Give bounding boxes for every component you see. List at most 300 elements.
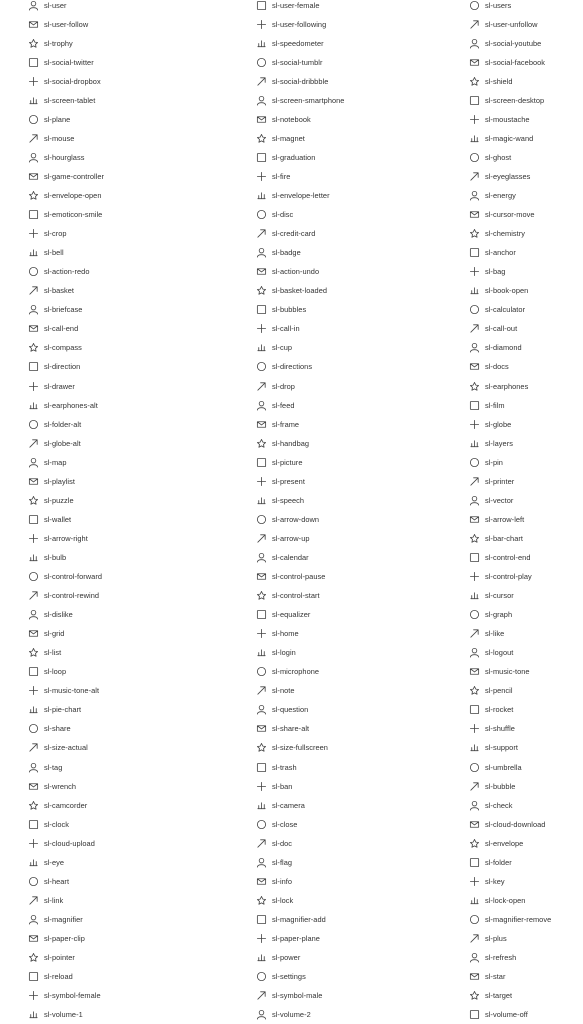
drop-icon: [255, 380, 267, 392]
icon-entry[interactable]: [468, 986, 512, 1005]
icon-entry[interactable]: [255, 205, 293, 224]
icon-entry[interactable]: [27, 472, 75, 491]
icon-label: sl-loop: [44, 667, 67, 677]
icon-entry[interactable]: [468, 872, 505, 891]
icon-entry[interactable]: [27, 891, 63, 910]
game-controller-icon: [27, 170, 39, 182]
icon-label: sl-call-end: [44, 324, 79, 334]
icon-label: sl-ban: [272, 781, 293, 791]
shuffle-icon: [468, 723, 480, 735]
icon-label: sl-film: [485, 400, 505, 410]
reload-icon: [27, 971, 39, 983]
graph-icon: [468, 609, 480, 621]
icon-label: sl-calculator: [485, 305, 526, 315]
icon-entry[interactable]: [27, 129, 74, 148]
share-icon: [27, 723, 39, 735]
icon-entry[interactable]: [468, 815, 545, 834]
icon-entry[interactable]: [468, 510, 524, 529]
icon-label: sl-basket-loaded: [272, 286, 328, 296]
icon-entry[interactable]: [468, 662, 530, 681]
icon-label: sl-energy: [485, 191, 516, 200]
icon-label: sl-heart: [44, 876, 70, 886]
icon-label: sl-printer: [485, 476, 515, 486]
icon-label: sl-envelope: [485, 838, 524, 848]
icon-label: sl-frame: [272, 419, 300, 429]
icon-entry[interactable]: [468, 643, 513, 662]
icon-entry[interactable]: [255, 586, 320, 605]
icon-entry[interactable]: [255, 243, 301, 262]
icon-label: sl-emoticon-smile: [44, 210, 103, 220]
icon-entry[interactable]: [468, 719, 515, 738]
icon-entry[interactable]: [468, 110, 530, 129]
icon-label: sl-arrow-left: [485, 514, 525, 524]
size-actual-icon: [27, 742, 39, 754]
icon-entry[interactable]: [255, 529, 310, 548]
action-redo-icon: [27, 266, 39, 278]
icon-entry[interactable]: [255, 472, 305, 491]
icon-entry[interactable]: [27, 719, 71, 738]
icon-entry[interactable]: [468, 300, 525, 319]
icon-entry[interactable]: [468, 834, 523, 853]
icon-entry[interactable]: [27, 815, 69, 834]
icon-label: sl-docs: [485, 362, 509, 372]
icon-entry[interactable]: [27, 281, 74, 300]
icon-entry[interactable]: [255, 396, 295, 415]
envelope-icon: [468, 837, 480, 849]
refresh-icon: [468, 952, 480, 964]
icon-label: sl-like: [485, 629, 505, 639]
icon-entry[interactable]: [27, 777, 76, 796]
icon-label: sl-magnifier-remove: [485, 914, 552, 924]
lock-icon: [255, 894, 267, 906]
icon-entry[interactable]: [27, 910, 83, 929]
screen-tablet-icon: [27, 94, 39, 106]
icon-entry[interactable]: [27, 853, 64, 872]
icon-label: sl-arrow-down: [272, 514, 320, 524]
icon-entry[interactable]: [255, 758, 297, 777]
icon-entry[interactable]: [255, 434, 309, 453]
icon-label: sl-direction: [44, 362, 81, 372]
icon-entry[interactable]: [27, 986, 101, 1005]
icon-entry[interactable]: [468, 15, 538, 34]
chemistry-icon: [468, 228, 480, 240]
icon-entry[interactable]: [255, 338, 292, 357]
icon-label: sl-check: [485, 800, 513, 810]
icon-entry[interactable]: [255, 281, 327, 300]
icon-entry[interactable]: [468, 434, 513, 453]
fire-icon: [255, 170, 267, 182]
icon-entry[interactable]: [468, 262, 505, 281]
icon-entry[interactable]: [255, 872, 292, 891]
flag-icon: [255, 856, 267, 868]
icon-entry[interactable]: [27, 681, 99, 700]
icon-label: sl-graduation: [272, 152, 316, 162]
icon-entry[interactable]: [468, 948, 516, 967]
icon-entry[interactable]: [255, 15, 326, 34]
icon-label: sl-pointer: [44, 953, 75, 962]
diamond-icon: [468, 342, 480, 354]
icon-entry[interactable]: [468, 1005, 528, 1024]
clock-icon: [27, 818, 39, 830]
icon-label: sl-cup: [272, 343, 293, 353]
icon-entry[interactable]: [27, 319, 78, 338]
icon-entry[interactable]: [468, 491, 513, 510]
icon-entry[interactable]: [468, 681, 513, 700]
icon-entry[interactable]: [27, 548, 66, 567]
icon-entry[interactable]: [27, 377, 75, 396]
icon-entry[interactable]: [468, 967, 505, 986]
icon-label: sl-magnifier-add: [272, 914, 326, 924]
icon-label: sl-pencil: [485, 686, 513, 696]
icon-entry[interactable]: [27, 243, 64, 262]
book-open-icon: [468, 285, 480, 297]
icon-entry[interactable]: [27, 567, 102, 586]
icon-entry[interactable]: [27, 529, 88, 548]
cursor-icon: [468, 590, 480, 602]
icon-entry[interactable]: [255, 567, 325, 586]
power-icon: [255, 952, 267, 964]
icon-entry[interactable]: [468, 148, 511, 167]
user-unfollow-icon: [468, 18, 480, 30]
share-alt-icon: [255, 723, 267, 735]
icon-entry[interactable]: [255, 491, 304, 510]
icon-entry[interactable]: [468, 777, 515, 796]
social-dropbox-icon: [27, 75, 39, 87]
camera-icon: [255, 799, 267, 811]
icon-entry[interactable]: [255, 510, 319, 529]
icon-entry[interactable]: [27, 453, 66, 472]
home-icon: [255, 628, 267, 640]
hourglass-icon: [27, 151, 39, 163]
icon-entry[interactable]: [27, 1005, 83, 1024]
icon-entry[interactable]: [468, 0, 511, 15]
icon-entry[interactable]: [255, 662, 319, 681]
icon-label: sl-crop: [44, 229, 67, 239]
icon-label: sl-earphones-alt: [44, 400, 98, 410]
icon-entry[interactable]: [255, 853, 292, 872]
icon-entry[interactable]: [27, 929, 85, 948]
umbrella-icon: [468, 761, 480, 773]
icon-label: sl-bar-chart: [485, 533, 523, 543]
icon-entry[interactable]: [255, 929, 320, 948]
icon-label: sl-folder-alt: [44, 419, 82, 429]
icon-entry[interactable]: [27, 796, 87, 815]
icon-label: sl-compass: [44, 343, 82, 353]
action-undo-icon: [255, 266, 267, 278]
icon-entry[interactable]: [255, 300, 306, 319]
social-dribbble-icon: [255, 75, 267, 87]
icon-entry[interactable]: [468, 472, 514, 491]
size-fullscreen-icon: [255, 742, 267, 754]
shield-icon: [468, 75, 480, 87]
icon-entry[interactable]: [468, 415, 511, 434]
eye-icon: [27, 856, 39, 868]
calendar-icon: [255, 551, 267, 563]
icon-entry[interactable]: [468, 281, 528, 300]
icon-label: sl-pie-chart: [44, 705, 82, 715]
icon-entry[interactable]: [27, 262, 89, 281]
icon-entry[interactable]: [27, 224, 67, 243]
icon-entry[interactable]: [255, 681, 295, 700]
icon-entry[interactable]: [468, 624, 504, 643]
icon-label: sl-social-tumblr: [272, 57, 323, 67]
icon-label: sl-volume-off: [485, 1010, 528, 1020]
user-icon: [27, 0, 39, 11]
icon-entry[interactable]: [468, 167, 530, 186]
users-icon: [468, 0, 480, 11]
icon-entry[interactable]: [27, 948, 75, 967]
icon-label: sl-volume-2: [272, 1010, 311, 1020]
icon-label: sl-basket: [44, 286, 75, 296]
icon-entry[interactable]: [468, 243, 516, 262]
bell-icon: [27, 247, 39, 259]
icon-entry[interactable]: [255, 834, 292, 853]
icon-entry[interactable]: [27, 110, 70, 129]
icon-label: sl-volume-1: [44, 1010, 83, 1020]
music-tone-alt-icon: [27, 685, 39, 697]
icon-entry[interactable]: [255, 53, 323, 72]
icon-entry[interactable]: [255, 110, 311, 129]
envelope-letter-icon: [255, 190, 267, 202]
icon-entry[interactable]: [27, 586, 99, 605]
icon-entry[interactable]: [27, 415, 81, 434]
icon-entry[interactable]: [468, 929, 507, 948]
icon-entry[interactable]: [255, 0, 320, 15]
icon-entry[interactable]: [468, 567, 532, 586]
icon-label: sl-rocket: [485, 705, 514, 715]
icon-entry[interactable]: [255, 357, 312, 376]
icon-entry[interactable]: [27, 148, 84, 167]
icon-entry[interactable]: [255, 319, 300, 338]
icon-entry[interactable]: [255, 548, 309, 567]
icon-label: sl-camcorder: [44, 800, 88, 810]
icon-label: sl-vector: [485, 495, 514, 505]
bag-icon: [468, 266, 480, 278]
icon-entry[interactable]: [255, 224, 315, 243]
icon-entry[interactable]: [255, 1005, 311, 1024]
credit-card-icon: [255, 228, 267, 240]
icon-label: sl-earphones: [485, 381, 529, 391]
icon-entry[interactable]: [27, 338, 82, 357]
icon-label: sl-bulb: [44, 552, 67, 562]
icon-label: sl-size-fullscreen: [272, 743, 328, 753]
icon-label: sl-home: [272, 629, 299, 639]
icon-label: sl-support: [485, 743, 518, 753]
icon-entry[interactable]: [468, 72, 513, 91]
pencil-icon: [468, 685, 480, 697]
icon-entry[interactable]: [255, 815, 297, 834]
briefcase-icon: [27, 304, 39, 316]
icon-entry[interactable]: [468, 357, 509, 376]
icon-label: sl-paper-clip: [44, 933, 85, 943]
icon-label: sl-note: [272, 686, 295, 696]
icon-entry[interactable]: [255, 167, 290, 186]
icon-entry[interactable]: [255, 453, 302, 472]
pointer-icon: [27, 952, 39, 964]
icon-label: sl-action-undo: [272, 267, 320, 277]
icon-label: sl-picture: [272, 457, 303, 467]
icon-entry[interactable]: [255, 624, 299, 643]
icon-entry[interactable]: [255, 91, 344, 110]
icon-entry[interactable]: [468, 586, 514, 605]
icon-entry[interactable]: [255, 719, 309, 738]
frame-icon: [255, 418, 267, 430]
music-tone-icon: [468, 666, 480, 678]
icon-entry[interactable]: [27, 434, 81, 453]
icon-entry[interactable]: [468, 224, 525, 243]
icon-entry[interactable]: [468, 453, 503, 472]
icon-label: sl-control-rewind: [44, 591, 100, 601]
folder-alt-icon: [27, 418, 39, 430]
icon-entry[interactable]: [255, 796, 305, 815]
arrow-up-icon: [255, 532, 267, 544]
trophy-icon: [27, 37, 39, 49]
call-end-icon: [27, 323, 39, 335]
icon-entry[interactable]: [27, 738, 88, 757]
icon-entry[interactable]: [27, 662, 66, 681]
icon-entry[interactable]: [468, 891, 525, 910]
calculator-icon: [468, 304, 480, 316]
icon-entry[interactable]: [27, 491, 74, 510]
icon-entry[interactable]: [255, 605, 310, 624]
icon-entry[interactable]: [468, 738, 518, 757]
user-female-icon: [255, 0, 267, 11]
icon-label: sl-puzzle: [44, 495, 74, 505]
icon-entry[interactable]: [27, 396, 98, 415]
eyeglasses-icon: [468, 170, 480, 182]
link-icon: [27, 894, 39, 906]
social-youtube-icon: [468, 37, 480, 49]
icon-entry[interactable]: [255, 72, 328, 91]
icon-entry[interactable]: [468, 53, 545, 72]
icon-label: sl-shield: [485, 76, 513, 86]
icon-entry[interactable]: [468, 319, 517, 338]
icon-entry[interactable]: [255, 415, 299, 434]
icon-entry[interactable]: [27, 167, 104, 186]
icon-label: sl-equalizer: [272, 610, 311, 620]
icon-label: sl-music-tone: [485, 667, 530, 677]
icon-entry[interactable]: [468, 396, 505, 415]
icon-entry[interactable]: [27, 34, 73, 53]
icon-label: sl-present: [272, 476, 305, 486]
social-facebook-icon: [468, 56, 480, 68]
grid-icon: [27, 628, 39, 640]
icon-entry[interactable]: [27, 510, 71, 529]
microphone-icon: [255, 666, 267, 678]
docs-icon: [468, 361, 480, 373]
icon-entry[interactable]: [255, 700, 308, 719]
icon-label: sl-disc: [272, 210, 294, 220]
icon-label: sl-close: [272, 819, 298, 829]
icon-entry[interactable]: [27, 605, 73, 624]
icon-entry[interactable]: [27, 872, 69, 891]
icon-entry[interactable]: [27, 834, 95, 853]
icon-entry[interactable]: [255, 186, 330, 205]
icon-entry[interactable]: [468, 205, 535, 224]
icon-label: sl-bag: [485, 267, 506, 277]
icon-entry[interactable]: [255, 262, 319, 281]
icon-entry[interactable]: [468, 129, 533, 148]
icon-entry[interactable]: [27, 0, 67, 15]
icon-entry[interactable]: [255, 910, 326, 929]
icon-entry[interactable]: [468, 605, 512, 624]
icon-label: sl-star: [485, 972, 506, 982]
icon-entry[interactable]: [27, 758, 62, 777]
icon-entry[interactable]: [255, 891, 293, 910]
icon-label: sl-magnet: [272, 133, 305, 143]
icon-entry[interactable]: [468, 529, 523, 548]
icon-label: sl-control-play: [485, 572, 532, 581]
icon-label: sl-share: [44, 724, 71, 734]
icon-entry[interactable]: [27, 643, 61, 662]
user-follow-icon: [27, 18, 39, 30]
icon-entry[interactable]: [255, 986, 322, 1005]
icon-entry[interactable]: [27, 72, 101, 91]
icon-entry[interactable]: [27, 300, 82, 319]
icon-entry[interactable]: [27, 700, 81, 719]
icon-entry[interactable]: [27, 205, 102, 224]
icon-entry[interactable]: [27, 357, 80, 376]
icon-label: sl-drawer: [44, 381, 75, 391]
icon-entry[interactable]: [468, 758, 522, 777]
icon-entry[interactable]: [468, 34, 541, 53]
icon-entry[interactable]: [468, 700, 513, 719]
icon-label: sl-globe-alt: [44, 438, 81, 448]
icon-entry[interactable]: [255, 967, 306, 986]
icon-entry[interactable]: [27, 186, 102, 205]
earphones-alt-icon: [27, 399, 39, 411]
film-icon: [468, 399, 480, 411]
icon-entry[interactable]: [468, 338, 522, 357]
icon-entry[interactable]: [468, 377, 528, 396]
icon-entry[interactable]: [27, 53, 94, 72]
emoticon-smile-icon: [27, 209, 39, 221]
camcorder-icon: [27, 799, 39, 811]
icon-label: sl-login: [272, 648, 296, 658]
icon-entry[interactable]: [255, 777, 292, 796]
icon-label: sl-symbol-female: [44, 991, 101, 1001]
pin-icon: [468, 456, 480, 468]
icon-entry[interactable]: [468, 910, 551, 929]
icon-entry[interactable]: [255, 948, 300, 967]
icon-entry[interactable]: [468, 548, 530, 567]
icon-entry[interactable]: [255, 738, 328, 757]
loop-icon: [27, 666, 39, 678]
icon-entry[interactable]: [27, 624, 64, 643]
icon-entry[interactable]: [255, 148, 315, 167]
arrow-down-icon: [255, 513, 267, 525]
icon-label: sl-moustache: [485, 114, 530, 124]
icon-label: sl-handbag: [272, 438, 310, 448]
icon-entry[interactable]: [468, 91, 544, 110]
icon-entry[interactable]: [255, 643, 296, 662]
icon-entry[interactable]: [468, 853, 512, 872]
icon-entry[interactable]: [27, 967, 73, 986]
icon-entry[interactable]: [27, 15, 88, 34]
lock-open-icon: [468, 894, 480, 906]
icon-entry[interactable]: [468, 186, 516, 205]
screen-desktop-icon: [468, 94, 480, 106]
icon-entry[interactable]: [468, 796, 513, 815]
icon-entry[interactable]: [255, 129, 305, 148]
arrow-left-icon: [468, 513, 480, 525]
picture-icon: [255, 456, 267, 468]
icon-entry[interactable]: [255, 34, 324, 53]
icon-entry[interactable]: [27, 91, 95, 110]
icon-entry[interactable]: [255, 377, 295, 396]
crop-icon: [27, 228, 39, 240]
star-icon: [468, 971, 480, 983]
